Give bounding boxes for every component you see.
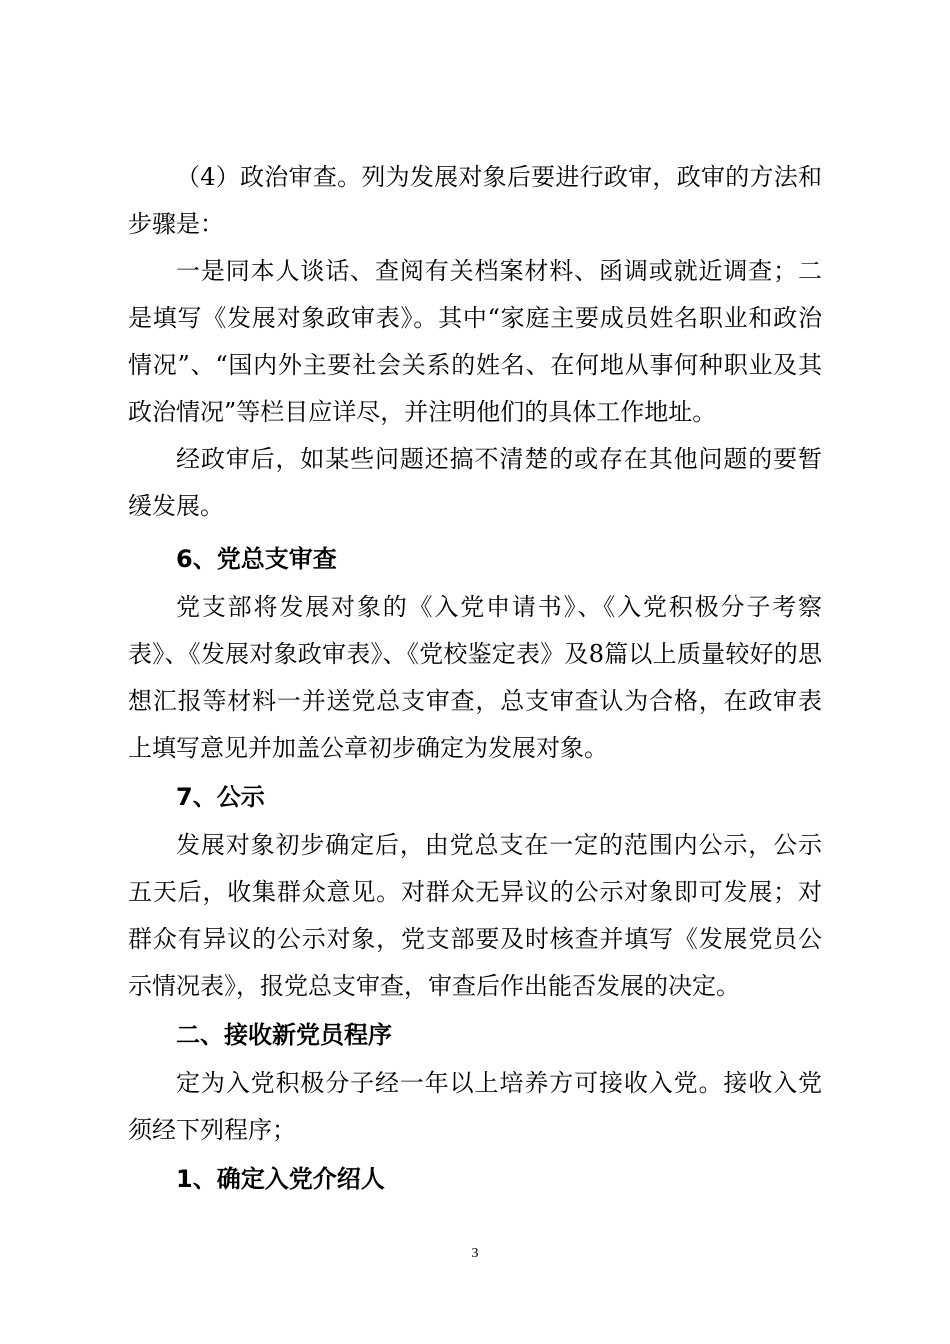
paragraph-admission: 定为入党积极分子经一年以上培养方可接收入党。接收入党须经下列程序； <box>128 1069 822 1144</box>
heading-admission-procedure: 二、接收新党员程序 <box>176 1021 392 1049</box>
paragraph-publicity: 发展对象初步确定后，由党总支在一定的范围内公示，公示五天后，收集群众意见。对群众无异议的公示对象即可发展；对群众有异议的公示对象，党支部要及时核查并填写《发展党员公示情况表》，报党总支审查，审查后作出能否发展的决定。 <box>128 831 822 1000</box>
paragraph-review-steps: 一是同本人谈话、查阅有关档案材料、函调或就近调查；二是填写《发展对象政审表》。其中“家庭主要成员姓名职业和政治情况”、“国内外主要社会关系的姓名、在何地从事何种职业及其政治情况”等栏目应详尽，并注明他们的具体工作地址。 <box>128 257 822 426</box>
heading-publicity: 7、公示 <box>176 783 265 811</box>
paragraph-political-review: （4）政治审查。列为发展对象后要进行政审，政审的方法和步骤是： <box>128 163 822 238</box>
heading-branch-review: 6、党总支审查 <box>176 545 337 573</box>
paragraph-branch-review: 党支部将发展对象的《入党申请书》、《入党积极分子考察表》、《发展对象政审表》、《党校鉴定表》及8篇以上质量较好的思想汇报等材料一并送党总支审查，总支审查认为合格，在政审表上填写意见并加盖公章初步确定为发展对象。 <box>128 593 822 762</box>
page-number: 3 <box>471 1246 479 1261</box>
paragraph-postpone: 经政审后，如某些问题还搞不清楚的或存在其他问题的要暂缓发展。 <box>128 445 822 520</box>
heading-introducer: 1、确定入党介绍人 <box>176 1165 385 1193</box>
